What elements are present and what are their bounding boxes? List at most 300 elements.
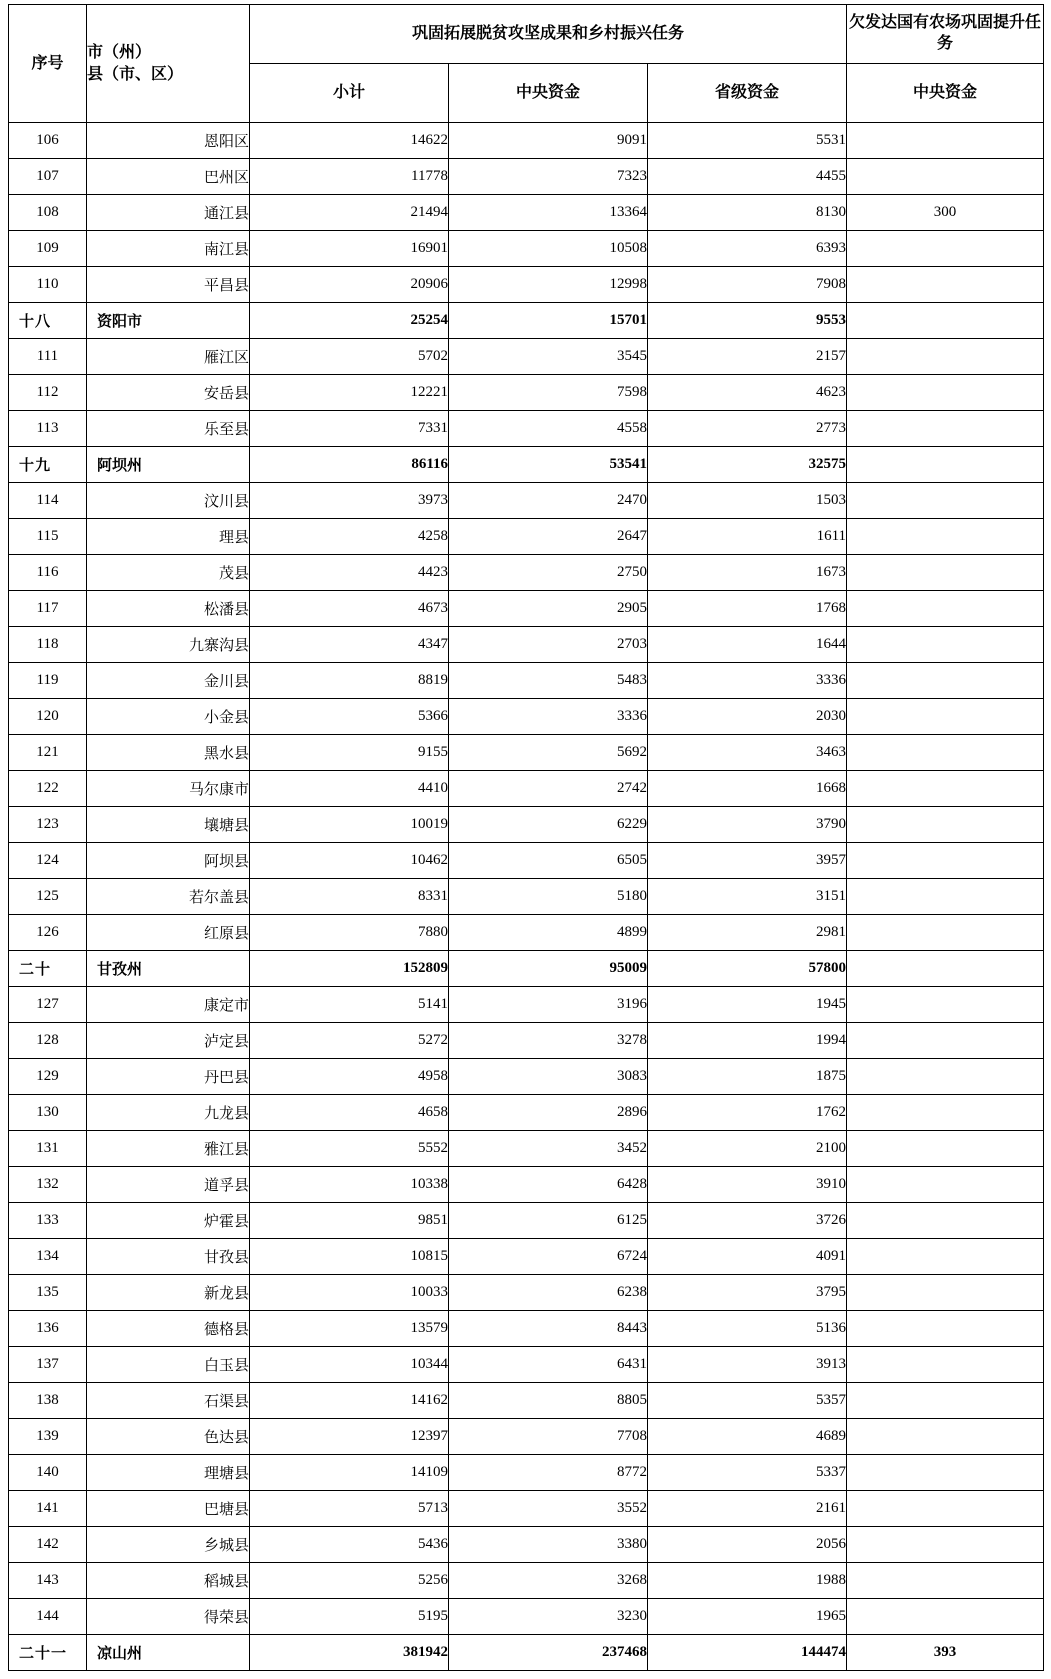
cell-provincial-funds: 1945 [648, 987, 847, 1023]
table-row [9, 951, 1044, 987]
table-row [9, 1527, 1044, 1563]
cell-central-funds: 15701 [449, 303, 648, 339]
cell-provincial-funds: 3910 [648, 1167, 847, 1203]
cell-provincial-funds: 2161 [648, 1491, 847, 1527]
table-row [9, 519, 1044, 555]
cell-provincial-funds: 1768 [648, 591, 847, 627]
cell-provincial-funds: 1994 [648, 1023, 847, 1059]
cell-farm-central-funds [847, 879, 1044, 915]
cell-central-funds: 7708 [449, 1419, 648, 1455]
cell-region-name: 理塘县 [87, 1455, 250, 1491]
cell-subtotal: 5702 [250, 339, 449, 375]
table-row [9, 375, 1044, 411]
cell-farm-central-funds [847, 1131, 1044, 1167]
cell-central-funds: 8443 [449, 1311, 648, 1347]
cell-subtotal: 10462 [250, 843, 449, 879]
table-header [9, 5, 1044, 123]
cell-subtotal: 3973 [250, 483, 449, 519]
column-header-central-funds: 中央资金 [449, 64, 648, 123]
table-row [9, 555, 1044, 591]
cell-central-funds: 4558 [449, 411, 648, 447]
cell-central-funds: 8805 [449, 1383, 648, 1419]
cell-subtotal: 5366 [250, 699, 449, 735]
cell-farm-central-funds [847, 555, 1044, 591]
cell-seq: 132 [9, 1167, 87, 1203]
cell-provincial-funds: 3957 [648, 843, 847, 879]
cell-seq: 111 [9, 339, 87, 375]
table-row [9, 1635, 1044, 1671]
cell-seq: 114 [9, 483, 87, 519]
table-row [9, 1563, 1044, 1599]
cell-seq: 十八 [9, 303, 87, 339]
cell-farm-central-funds: 393 [847, 1635, 1044, 1671]
cell-region-name: 小金县 [87, 699, 250, 735]
cell-farm-central-funds [847, 1095, 1044, 1131]
cell-central-funds: 5692 [449, 735, 648, 771]
cell-region-name: 恩阳区 [87, 123, 250, 159]
table-row [9, 1239, 1044, 1275]
cell-provincial-funds: 57800 [648, 951, 847, 987]
cell-seq: 143 [9, 1563, 87, 1599]
column-header-region-line1: 市（州） [87, 43, 152, 61]
cell-seq: 128 [9, 1023, 87, 1059]
cell-seq: 138 [9, 1383, 87, 1419]
cell-seq: 129 [9, 1059, 87, 1095]
cell-seq: 139 [9, 1419, 87, 1455]
cell-subtotal: 86116 [250, 447, 449, 483]
cell-seq: 127 [9, 987, 87, 1023]
cell-subtotal: 14109 [250, 1455, 449, 1491]
cell-subtotal: 5256 [250, 1563, 449, 1599]
cell-seq: 112 [9, 375, 87, 411]
table-row [9, 123, 1044, 159]
cell-subtotal: 4258 [250, 519, 449, 555]
cell-central-funds: 2703 [449, 627, 648, 663]
table-row [9, 1095, 1044, 1131]
cell-subtotal: 10815 [250, 1239, 449, 1275]
cell-subtotal: 14162 [250, 1383, 449, 1419]
cell-central-funds: 3380 [449, 1527, 648, 1563]
cell-central-funds: 8772 [449, 1455, 648, 1491]
table-row [9, 1599, 1044, 1635]
table-row [9, 1023, 1044, 1059]
cell-region-name: 平昌县 [87, 267, 250, 303]
cell-provincial-funds: 2773 [648, 411, 847, 447]
cell-central-funds: 6724 [449, 1239, 648, 1275]
cell-region-name: 资阳市 [87, 303, 250, 339]
column-header-farm-central-funds: 中央资金 [847, 64, 1044, 123]
cell-central-funds: 3230 [449, 1599, 648, 1635]
cell-farm-central-funds: 300 [847, 195, 1044, 231]
table-row [9, 1419, 1044, 1455]
cell-farm-central-funds [847, 483, 1044, 519]
cell-region-name: 壤塘县 [87, 807, 250, 843]
cell-farm-central-funds [847, 1059, 1044, 1095]
cell-region-name: 石渠县 [87, 1383, 250, 1419]
cell-subtotal: 12221 [250, 375, 449, 411]
cell-region-name: 金川县 [87, 663, 250, 699]
cell-provincial-funds: 6393 [648, 231, 847, 267]
table-row [9, 987, 1044, 1023]
column-group-header-farm: 欠发达国有农场巩固提升任务 [847, 5, 1044, 64]
cell-provincial-funds: 2157 [648, 339, 847, 375]
cell-farm-central-funds [847, 915, 1044, 951]
cell-subtotal: 8331 [250, 879, 449, 915]
cell-provincial-funds: 2100 [648, 1131, 847, 1167]
cell-region-name: 汶川县 [87, 483, 250, 519]
cell-seq: 113 [9, 411, 87, 447]
cell-region-name: 阿坝州 [87, 447, 250, 483]
cell-seq: 107 [9, 159, 87, 195]
cell-farm-central-funds [847, 519, 1044, 555]
cell-central-funds: 95009 [449, 951, 648, 987]
cell-seq: 133 [9, 1203, 87, 1239]
cell-region-name: 黑水县 [87, 735, 250, 771]
cell-central-funds: 3552 [449, 1491, 648, 1527]
cell-seq: 115 [9, 519, 87, 555]
cell-region-name: 炉霍县 [87, 1203, 250, 1239]
cell-provincial-funds: 1875 [648, 1059, 847, 1095]
cell-provincial-funds: 9553 [648, 303, 847, 339]
cell-farm-central-funds [847, 771, 1044, 807]
cell-subtotal: 10344 [250, 1347, 449, 1383]
cell-provincial-funds: 4623 [648, 375, 847, 411]
cell-seq: 134 [9, 1239, 87, 1275]
cell-central-funds: 6125 [449, 1203, 648, 1239]
cell-provincial-funds: 1503 [648, 483, 847, 519]
cell-region-name: 稻城县 [87, 1563, 250, 1599]
cell-provincial-funds: 5337 [648, 1455, 847, 1491]
cell-farm-central-funds [847, 411, 1044, 447]
cell-provincial-funds: 1988 [648, 1563, 847, 1599]
header-row-top [9, 5, 1044, 64]
cell-region-name: 甘孜县 [87, 1239, 250, 1275]
table-row [9, 843, 1044, 879]
cell-subtotal: 4958 [250, 1059, 449, 1095]
cell-subtotal: 4658 [250, 1095, 449, 1131]
cell-provincial-funds: 7908 [648, 267, 847, 303]
table-row [9, 339, 1044, 375]
cell-seq: 125 [9, 879, 87, 915]
cell-seq: 122 [9, 771, 87, 807]
cell-central-funds: 53541 [449, 447, 648, 483]
cell-seq: 135 [9, 1275, 87, 1311]
cell-central-funds: 3196 [449, 987, 648, 1023]
cell-seq: 137 [9, 1347, 87, 1383]
cell-region-name: 安岳县 [87, 375, 250, 411]
cell-farm-central-funds [847, 807, 1044, 843]
cell-farm-central-funds [847, 627, 1044, 663]
table-row [9, 447, 1044, 483]
table-row [9, 483, 1044, 519]
table-row [9, 1059, 1044, 1095]
cell-farm-central-funds [847, 1563, 1044, 1599]
table-row [9, 1383, 1044, 1419]
cell-seq: 116 [9, 555, 87, 591]
cell-subtotal: 9851 [250, 1203, 449, 1239]
table-row [9, 879, 1044, 915]
cell-central-funds: 3268 [449, 1563, 648, 1599]
cell-provincial-funds: 5136 [648, 1311, 847, 1347]
cell-subtotal: 7880 [250, 915, 449, 951]
cell-subtotal: 10019 [250, 807, 449, 843]
cell-provincial-funds: 1644 [648, 627, 847, 663]
cell-subtotal: 7331 [250, 411, 449, 447]
cell-seq: 123 [9, 807, 87, 843]
cell-region-name: 阿坝县 [87, 843, 250, 879]
cell-farm-central-funds [847, 1527, 1044, 1563]
cell-provincial-funds: 5531 [648, 123, 847, 159]
cell-subtotal: 152809 [250, 951, 449, 987]
cell-provincial-funds: 4091 [648, 1239, 847, 1275]
cell-provincial-funds: 4455 [648, 159, 847, 195]
cell-central-funds: 5180 [449, 879, 648, 915]
table-row [9, 1311, 1044, 1347]
cell-seq: 131 [9, 1131, 87, 1167]
cell-seq: 141 [9, 1491, 87, 1527]
cell-subtotal: 16901 [250, 231, 449, 267]
cell-subtotal: 25254 [250, 303, 449, 339]
cell-seq: 十九 [9, 447, 87, 483]
cell-seq: 126 [9, 915, 87, 951]
cell-central-funds: 3083 [449, 1059, 648, 1095]
cell-provincial-funds: 1673 [648, 555, 847, 591]
cell-subtotal: 381942 [250, 1635, 449, 1671]
cell-subtotal: 10033 [250, 1275, 449, 1311]
cell-central-funds: 3452 [449, 1131, 648, 1167]
cell-provincial-funds: 1762 [648, 1095, 847, 1131]
cell-provincial-funds: 2056 [648, 1527, 847, 1563]
cell-subtotal: 5713 [250, 1491, 449, 1527]
cell-seq: 108 [9, 195, 87, 231]
cell-central-funds: 2896 [449, 1095, 648, 1131]
cell-farm-central-funds [847, 1347, 1044, 1383]
table-row [9, 1455, 1044, 1491]
cell-provincial-funds: 3790 [648, 807, 847, 843]
cell-seq: 109 [9, 231, 87, 267]
cell-central-funds: 13364 [449, 195, 648, 231]
cell-farm-central-funds [847, 1203, 1044, 1239]
cell-farm-central-funds [847, 1023, 1044, 1059]
cell-farm-central-funds [847, 1311, 1044, 1347]
cell-provincial-funds: 5357 [648, 1383, 847, 1419]
table-row [9, 195, 1044, 231]
table-row [9, 807, 1044, 843]
cell-provincial-funds: 144474 [648, 1635, 847, 1671]
cell-seq: 121 [9, 735, 87, 771]
cell-region-name: 茂县 [87, 555, 250, 591]
cell-subtotal: 4423 [250, 555, 449, 591]
cell-farm-central-funds [847, 267, 1044, 303]
cell-farm-central-funds [847, 843, 1044, 879]
table-row [9, 267, 1044, 303]
cell-region-name: 九寨沟县 [87, 627, 250, 663]
cell-farm-central-funds [847, 1167, 1044, 1203]
cell-region-name: 南江县 [87, 231, 250, 267]
cell-central-funds: 2470 [449, 483, 648, 519]
cell-subtotal: 5195 [250, 1599, 449, 1635]
table-row [9, 1167, 1044, 1203]
cell-central-funds: 9091 [449, 123, 648, 159]
cell-provincial-funds: 3336 [648, 663, 847, 699]
cell-central-funds: 2750 [449, 555, 648, 591]
cell-provincial-funds: 1611 [648, 519, 847, 555]
cell-region-name: 雁江区 [87, 339, 250, 375]
column-group-header-main: 巩固拓展脱贫攻坚成果和乡村振兴任务 [250, 5, 847, 64]
table-row [9, 735, 1044, 771]
cell-central-funds: 6229 [449, 807, 648, 843]
cell-seq: 110 [9, 267, 87, 303]
cell-farm-central-funds [847, 1275, 1044, 1311]
cell-seq: 118 [9, 627, 87, 663]
cell-farm-central-funds [847, 1599, 1044, 1635]
fund-allocation-table [8, 4, 1044, 1671]
cell-region-name: 色达县 [87, 1419, 250, 1455]
cell-farm-central-funds [847, 1419, 1044, 1455]
cell-central-funds: 10508 [449, 231, 648, 267]
cell-seq: 117 [9, 591, 87, 627]
cell-central-funds: 12998 [449, 267, 648, 303]
cell-region-name: 通江县 [87, 195, 250, 231]
cell-central-funds: 7598 [449, 375, 648, 411]
cell-region-name: 康定市 [87, 987, 250, 1023]
cell-central-funds: 2647 [449, 519, 648, 555]
column-header-region-line2: 县（市、区） [87, 65, 184, 83]
cell-farm-central-funds [847, 231, 1044, 267]
cell-region-name: 甘孜州 [87, 951, 250, 987]
cell-central-funds: 6505 [449, 843, 648, 879]
cell-farm-central-funds [847, 447, 1044, 483]
table-row [9, 663, 1044, 699]
cell-farm-central-funds [847, 663, 1044, 699]
column-header-subtotal: 小计 [250, 64, 449, 123]
cell-provincial-funds: 2981 [648, 915, 847, 951]
table-row [9, 1203, 1044, 1239]
cell-subtotal: 5436 [250, 1527, 449, 1563]
cell-subtotal: 9155 [250, 735, 449, 771]
table-row [9, 699, 1044, 735]
cell-region-name: 白玉县 [87, 1347, 250, 1383]
cell-seq: 140 [9, 1455, 87, 1491]
cell-provincial-funds: 8130 [648, 195, 847, 231]
cell-seq: 144 [9, 1599, 87, 1635]
column-header-provincial-funds: 省级资金 [648, 64, 847, 123]
cell-subtotal: 12397 [250, 1419, 449, 1455]
cell-central-funds: 5483 [449, 663, 648, 699]
cell-central-funds: 237468 [449, 1635, 648, 1671]
cell-provincial-funds: 1668 [648, 771, 847, 807]
cell-provincial-funds: 32575 [648, 447, 847, 483]
cell-subtotal: 5141 [250, 987, 449, 1023]
cell-region-name: 丹巴县 [87, 1059, 250, 1095]
column-header-seq: 序号 [9, 5, 87, 123]
cell-region-name: 雅江县 [87, 1131, 250, 1167]
cell-seq: 130 [9, 1095, 87, 1131]
cell-region-name: 马尔康市 [87, 771, 250, 807]
table-row [9, 1491, 1044, 1527]
cell-region-name: 巴塘县 [87, 1491, 250, 1527]
cell-seq: 106 [9, 123, 87, 159]
column-header-region [87, 5, 250, 123]
cell-seq: 二十一 [9, 1635, 87, 1671]
cell-region-name: 红原县 [87, 915, 250, 951]
cell-farm-central-funds [847, 159, 1044, 195]
cell-farm-central-funds [847, 339, 1044, 375]
cell-region-name: 乡城县 [87, 1527, 250, 1563]
cell-central-funds: 7323 [449, 159, 648, 195]
cell-subtotal: 13579 [250, 1311, 449, 1347]
cell-provincial-funds: 4689 [648, 1419, 847, 1455]
cell-central-funds: 2742 [449, 771, 648, 807]
table-row [9, 591, 1044, 627]
cell-region-name: 德格县 [87, 1311, 250, 1347]
cell-subtotal: 21494 [250, 195, 449, 231]
cell-farm-central-funds [847, 1455, 1044, 1491]
cell-farm-central-funds [847, 951, 1044, 987]
table-row [9, 1347, 1044, 1383]
cell-region-name: 乐至县 [87, 411, 250, 447]
cell-farm-central-funds [847, 735, 1044, 771]
cell-seq: 124 [9, 843, 87, 879]
cell-farm-central-funds [847, 987, 1044, 1023]
cell-provincial-funds: 3913 [648, 1347, 847, 1383]
cell-region-name: 松潘县 [87, 591, 250, 627]
cell-central-funds: 6238 [449, 1275, 648, 1311]
cell-region-name: 新龙县 [87, 1275, 250, 1311]
cell-provincial-funds: 2030 [648, 699, 847, 735]
table-row [9, 1275, 1044, 1311]
table-row [9, 915, 1044, 951]
cell-provincial-funds: 3726 [648, 1203, 847, 1239]
cell-region-name: 理县 [87, 519, 250, 555]
cell-region-name: 巴州区 [87, 159, 250, 195]
table-body [9, 123, 1044, 1671]
cell-subtotal: 11778 [250, 159, 449, 195]
cell-seq: 136 [9, 1311, 87, 1347]
cell-farm-central-funds [847, 1491, 1044, 1527]
cell-subtotal: 10338 [250, 1167, 449, 1203]
cell-region-name: 若尔盖县 [87, 879, 250, 915]
cell-subtotal: 14622 [250, 123, 449, 159]
cell-provincial-funds: 3151 [648, 879, 847, 915]
cell-farm-central-funds [847, 303, 1044, 339]
table-row [9, 231, 1044, 267]
cell-seq: 二十 [9, 951, 87, 987]
cell-subtotal: 4673 [250, 591, 449, 627]
cell-central-funds: 6428 [449, 1167, 648, 1203]
cell-farm-central-funds [847, 1239, 1044, 1275]
table-row [9, 303, 1044, 339]
cell-central-funds: 2905 [449, 591, 648, 627]
cell-farm-central-funds [847, 123, 1044, 159]
cell-farm-central-funds [847, 699, 1044, 735]
cell-region-name: 得荣县 [87, 1599, 250, 1635]
table-row [9, 771, 1044, 807]
cell-provincial-funds: 3795 [648, 1275, 847, 1311]
cell-region-name: 凉山州 [87, 1635, 250, 1671]
cell-central-funds: 3545 [449, 339, 648, 375]
cell-provincial-funds: 1965 [648, 1599, 847, 1635]
table-row [9, 411, 1044, 447]
cell-subtotal: 20906 [250, 267, 449, 303]
table-row [9, 627, 1044, 663]
cell-region-name: 道孚县 [87, 1167, 250, 1203]
cell-farm-central-funds [847, 1383, 1044, 1419]
cell-farm-central-funds [847, 375, 1044, 411]
cell-provincial-funds: 3463 [648, 735, 847, 771]
cell-central-funds: 6431 [449, 1347, 648, 1383]
cell-subtotal: 4410 [250, 771, 449, 807]
